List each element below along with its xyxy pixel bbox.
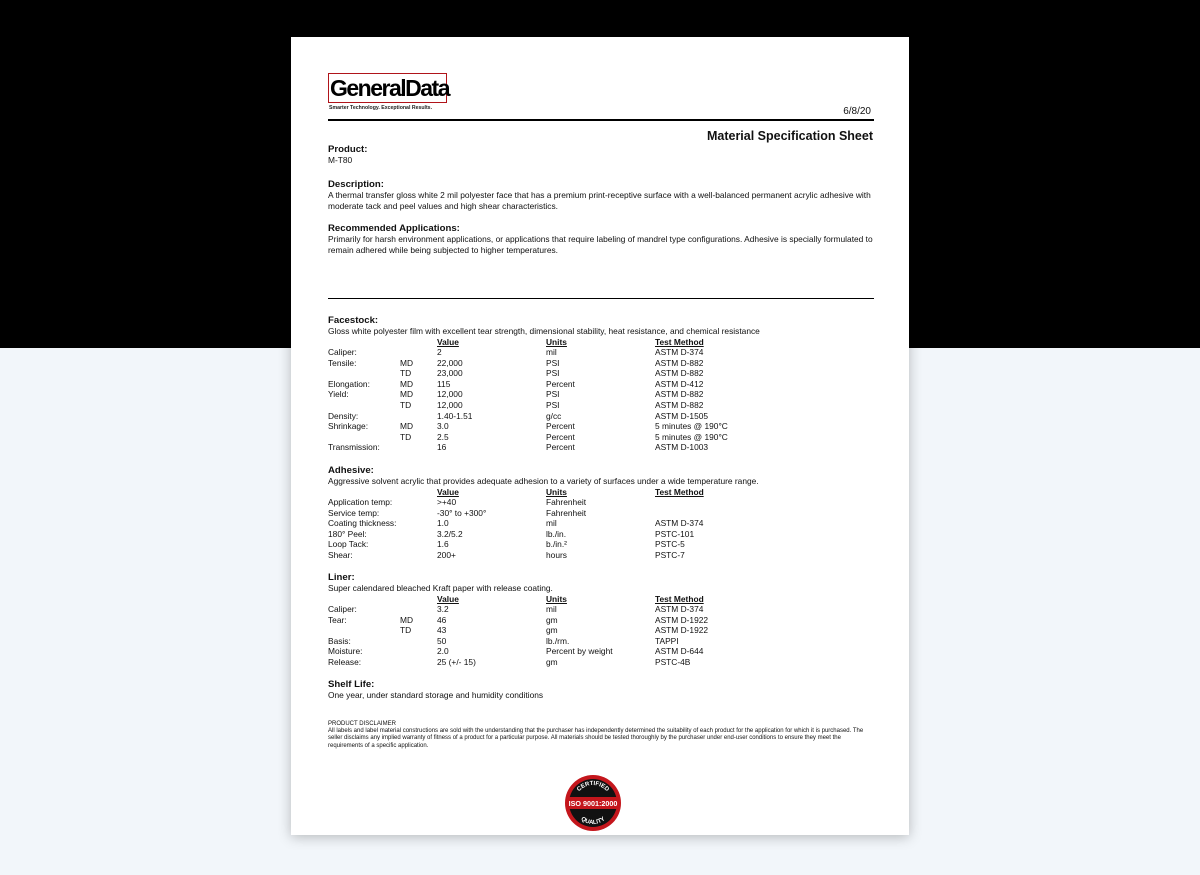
cell-prop: Shrinkage:	[328, 421, 369, 432]
cell-method: ASTM D-882	[655, 357, 704, 368]
cell-units: mil	[546, 604, 557, 615]
cell-prop: Moisture:	[328, 646, 363, 657]
facestock-table	[328, 337, 775, 454]
cell-dir: TD	[400, 400, 412, 411]
cell-dir: MD	[400, 378, 414, 389]
iso-certified-seal	[563, 774, 623, 832]
table-row	[328, 529, 775, 540]
facestock-description: Gloss white polyester film with excellent tear strength, dimensional stability, heat resistance, and chemical resistance	[328, 326, 760, 336]
table-row	[328, 379, 775, 390]
cell-dir: MD	[400, 614, 414, 625]
cell-units: hours	[546, 550, 567, 561]
adhesive-section	[328, 465, 874, 561]
cell-value: 2.0	[437, 646, 449, 657]
table-row	[328, 625, 775, 636]
description-text: A thermal transfer gloss white 2 mil polyester face that has a premium print-receptive surface with a well-balanced permanent acrylic adhesive with moderate tack and peel values and high shear characteristics.	[328, 190, 871, 211]
logo-text: GeneralData	[330, 75, 450, 101]
column-header	[328, 594, 400, 605]
cell-dir	[400, 550, 437, 561]
cell-units: PSI	[546, 400, 560, 411]
column-header	[400, 487, 437, 498]
description-section	[328, 179, 874, 211]
column-header: Value	[437, 486, 459, 497]
applications-heading: Recommended Applications:	[328, 223, 460, 234]
cell-value: 1.40-1.51	[437, 410, 473, 421]
liner-section	[328, 572, 874, 668]
disclaimer-text: All labels and label material constructions are sold with the understanding that the purchaser has independently determined the suitability of each product for the application for which it is purchased. The seller disclaims any implied warranty of fitness of a product for a particular purpose. All materials should be tested thoroughly by the purchaser under end-user conditions to ensure they meet the requirements of a specific application.	[328, 728, 864, 749]
column-header	[400, 594, 437, 605]
cell-prop: Coating thickness:	[328, 518, 397, 529]
cell-method: 5 minutes @ 190°C	[655, 431, 728, 442]
cell-units: Fahrenheit	[546, 497, 587, 508]
cell-method: PSTC-101	[655, 528, 695, 539]
column-header: Value	[437, 336, 459, 347]
cell-prop: Service temp:	[328, 507, 380, 518]
table-row	[328, 368, 775, 379]
cell-dir: TD	[400, 625, 412, 636]
document-date: 6/8/20	[843, 106, 871, 117]
cell-units: gm	[546, 657, 558, 668]
applications-text: Primarily for harsh environment applications, or applications that require labeling of mandrel type configurations. Adhesive is specially formulated to remain adhered while being subjected to higher temperatures.	[328, 234, 873, 255]
cell-prop: Application temp:	[328, 497, 393, 508]
cell-units: Percent	[546, 378, 575, 389]
cell-value: 2.5	[437, 431, 449, 442]
cell-dir	[400, 636, 437, 647]
table-header-row	[328, 337, 775, 348]
table-header-row	[328, 594, 775, 605]
cell-value: 12,000	[437, 389, 463, 400]
table-row	[328, 550, 775, 561]
cell-method: ASTM D-374	[655, 347, 704, 358]
cell-units: Percent	[546, 431, 575, 442]
cell-method: ASTM D-882	[655, 400, 704, 411]
cell-dir	[400, 646, 437, 657]
cell-method: ASTM D-412	[655, 378, 704, 389]
cell-value: 43	[437, 625, 447, 636]
cell-value: 23,000	[437, 368, 463, 379]
table-header-row	[328, 487, 775, 498]
cell-prop	[328, 432, 400, 443]
column-header	[400, 337, 437, 348]
cell-units: gm	[546, 614, 558, 625]
cell-value: 25 (+/- 15)	[437, 657, 476, 668]
cell-units: Percent	[546, 442, 575, 453]
cell-method	[655, 497, 775, 508]
cell-value: 115	[437, 378, 451, 389]
cell-prop: Density:	[328, 410, 359, 421]
document-title: Material Specification Sheet	[706, 129, 873, 143]
cell-method: ASTM D-1922	[655, 625, 709, 636]
cell-value: 200+	[437, 550, 456, 561]
cell-method: ASTM D-1922	[655, 614, 709, 625]
seal-center-text: ISO 9001:2000	[568, 799, 618, 808]
column-header: Units	[546, 593, 567, 604]
cell-prop: Release:	[328, 657, 362, 668]
liner-heading: Liner:	[328, 572, 355, 583]
table-row	[328, 421, 775, 432]
table-row	[328, 657, 775, 668]
facestock-section	[328, 315, 874, 453]
table-row	[328, 389, 775, 400]
cell-prop: Basis:	[328, 635, 351, 646]
table-row	[328, 400, 775, 411]
cell-units: mil	[546, 347, 557, 358]
cell-method: 5 minutes @ 190°C	[655, 421, 728, 432]
description-heading: Description:	[328, 179, 384, 190]
cell-units: PSI	[546, 368, 560, 379]
cell-dir	[400, 539, 437, 550]
shelf-life-heading: Shelf Life:	[328, 679, 375, 690]
cell-prop: Caliper:	[328, 604, 357, 615]
cell-method	[655, 508, 775, 519]
cell-prop: Caliper:	[328, 347, 357, 358]
shelf-life-section	[328, 679, 874, 701]
cell-value: 3.2/5.2	[437, 528, 463, 539]
cell-value: 46	[437, 614, 447, 625]
section-divider	[328, 298, 874, 299]
cell-dir: MD	[400, 357, 414, 368]
cell-method: ASTM D-374	[655, 518, 704, 529]
cell-prop	[328, 625, 400, 636]
cell-method: ASTM D-1505	[655, 410, 709, 421]
column-header: Value	[437, 593, 459, 604]
liner-table	[328, 594, 775, 668]
table-row	[328, 646, 775, 657]
facestock-heading: Facestock:	[328, 315, 379, 326]
cell-method: ASTM D-374	[655, 604, 704, 615]
column-header: Units	[546, 486, 567, 497]
cell-dir	[400, 347, 437, 358]
cell-prop	[328, 368, 400, 379]
cell-method: TAPPI	[655, 635, 679, 646]
cell-method: ASTM D-882	[655, 368, 704, 379]
cell-dir: TD	[400, 368, 412, 379]
cell-dir: TD	[400, 431, 412, 442]
cell-units: g/cc	[546, 410, 562, 421]
cell-prop: Tear:	[328, 614, 347, 625]
cell-dir: MD	[400, 421, 414, 432]
table-row	[328, 442, 775, 453]
table-row	[328, 539, 775, 550]
cell-method: PSTC-7	[655, 550, 685, 561]
cell-units: PSI	[546, 389, 560, 400]
cell-value: 2	[437, 347, 442, 358]
cell-dir	[400, 529, 437, 540]
table-row	[328, 636, 775, 647]
adhesive-description: Aggressive solvent acrylic that provides adequate adhesion to a variety of surfaces under a wide temperature range.	[328, 476, 759, 486]
adhesive-heading: Adhesive:	[328, 465, 374, 476]
cell-value: 12,000	[437, 400, 463, 411]
cell-dir	[400, 518, 437, 529]
product-section	[328, 144, 874, 166]
cell-dir	[400, 657, 437, 668]
liner-description: Super calendared bleached Kraft paper with release coating.	[328, 583, 553, 593]
cell-units: Percent by weight	[546, 646, 613, 657]
column-header: Units	[546, 336, 567, 347]
cell-prop: Yield:	[328, 389, 349, 400]
cell-value: >+40	[437, 497, 457, 508]
spec-sheet-page	[291, 37, 909, 835]
table-row	[328, 497, 775, 508]
column-header: Test Method	[655, 593, 704, 604]
cell-units: lb./rm.	[546, 635, 570, 646]
cell-value: 1.0	[437, 518, 449, 529]
cell-units: gm	[546, 625, 558, 636]
cell-value: 16	[437, 442, 447, 453]
cell-method: PSTC-4B	[655, 657, 691, 668]
column-header	[328, 487, 400, 498]
disclaimer-heading: PRODUCT DISCLAIMER	[328, 721, 396, 727]
table-row	[328, 432, 775, 443]
table-row	[328, 615, 775, 626]
column-header: Test Method	[655, 336, 704, 347]
cell-prop: 180° Peel:	[328, 528, 367, 539]
logo-tagline: Smarter Technology. Exceptional Results.	[329, 105, 433, 111]
cell-value: -30° to +300°	[437, 507, 487, 518]
cell-units: PSI	[546, 357, 560, 368]
cell-dir	[400, 497, 437, 508]
cell-units: mil	[546, 518, 557, 529]
column-header: Test Method	[655, 486, 704, 497]
cell-dir: MD	[400, 389, 414, 400]
cell-value: 3.0	[437, 421, 449, 432]
cell-units: Fahrenheit	[546, 507, 587, 518]
cell-value: 50	[437, 635, 447, 646]
cell-method: PSTC-5	[655, 539, 685, 550]
cell-method: ASTM D-644	[655, 646, 704, 657]
cell-units: Percent	[546, 421, 575, 432]
cell-prop: Shear:	[328, 550, 353, 561]
table-row	[328, 518, 775, 529]
product-value: M-T80	[328, 155, 353, 165]
cell-units: b./in.²	[546, 539, 567, 550]
cell-value: 3.2	[437, 604, 449, 615]
seal-bottom-text: QUALITY	[579, 816, 607, 827]
cell-prop: Elongation:	[328, 378, 370, 389]
cell-dir	[400, 508, 437, 519]
cell-dir	[400, 604, 437, 615]
cell-prop: Transmission:	[328, 442, 380, 453]
cell-prop: Tensile:	[328, 357, 357, 368]
cell-prop: Loop Tack:	[328, 539, 369, 550]
cell-method: ASTM D-1003	[655, 442, 709, 453]
applications-section	[328, 223, 874, 255]
table-row	[328, 347, 775, 358]
company-logo	[328, 73, 449, 113]
disclaimer	[328, 721, 874, 750]
cell-dir	[400, 442, 437, 453]
cell-value: 22,000	[437, 357, 463, 368]
table-row	[328, 358, 775, 369]
product-heading: Product:	[328, 144, 368, 155]
cell-dir	[400, 411, 437, 422]
cell-units: lb./in.	[546, 528, 567, 539]
table-row	[328, 508, 775, 519]
shelf-life-text: One year, under standard storage and humidity conditions	[328, 690, 544, 700]
column-header	[328, 337, 400, 348]
table-row	[328, 411, 775, 422]
cell-method: ASTM D-882	[655, 389, 704, 400]
seal-top-text: CERTIFIED	[576, 780, 610, 793]
cell-prop	[328, 400, 400, 411]
adhesive-table	[328, 487, 775, 561]
header-divider	[328, 119, 874, 121]
table-row	[328, 604, 775, 615]
cell-value: 1.6	[437, 539, 449, 550]
